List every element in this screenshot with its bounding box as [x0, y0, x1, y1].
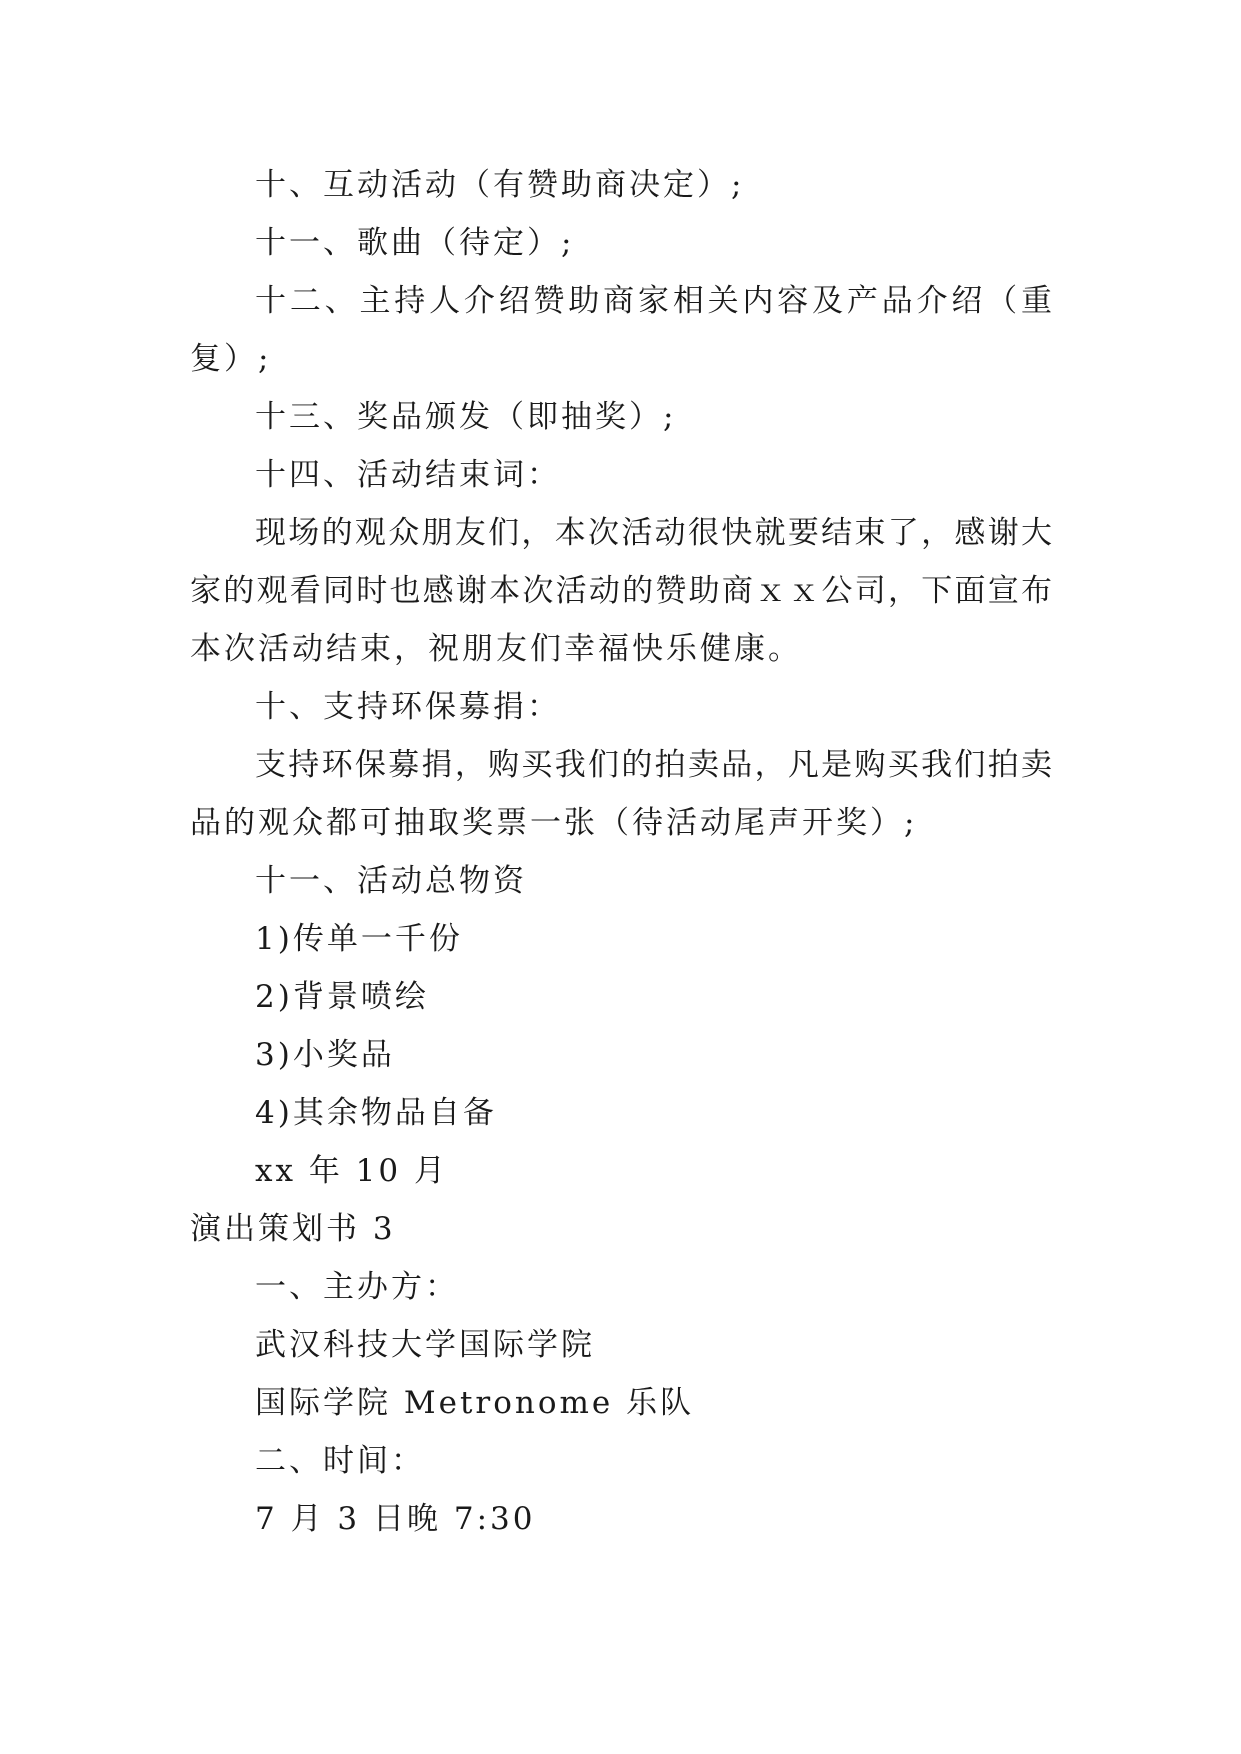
section-title: 演出策划书 3: [190, 1211, 396, 1247]
item-11-supplies-heading: 十一、活动总物资: [255, 863, 527, 899]
item-12-host-line2: 复）;: [190, 341, 272, 377]
supplies-item-3: 3)小奖品: [255, 1037, 395, 1073]
supplies-item-2: 2)背景喷绘: [255, 979, 429, 1015]
supplies-item-4: 4)其余物品自备: [255, 1095, 497, 1131]
donation-paragraph-line1: 支持环保募捐，购买我们的拍卖品，凡是购买我们拍卖: [255, 747, 1052, 783]
organizer-2: 国际学院 Metronome 乐队: [255, 1385, 695, 1421]
supplies-item-1: 1)传单一千份: [255, 921, 463, 957]
item-12-host-line1: 十二、主持人介绍赞助商家相关内容及产品介绍（重: [255, 283, 1052, 319]
item-11-song: 十一、歌曲（待定）;: [255, 225, 575, 261]
organizer-1: 武汉科技大学国际学院: [255, 1327, 595, 1363]
closing-paragraph-line2: 家的观看同时也感谢本次活动的赞助商ｘｘ公司，下面宣布: [190, 573, 1052, 609]
closing-paragraph-line1: 现场的观众朋友们，本次活动很快就要结束了，感谢大: [255, 515, 1052, 551]
date-line: xx 年 10 月: [255, 1153, 448, 1189]
organizer-heading: 一、主办方：: [255, 1269, 459, 1305]
item-13-prizes: 十三、奖品颁发（即抽奖）;: [255, 399, 677, 435]
time-value: 7 月 3 日晚 7:30: [255, 1501, 536, 1537]
time-heading: 二、时间：: [255, 1443, 425, 1479]
item-10-donation-heading: 十、支持环保募捐：: [255, 689, 561, 725]
item-14-closing-heading: 十四、活动结束词：: [255, 457, 561, 493]
donation-paragraph-line2: 品的观众都可抽取奖票一张（待活动尾声开奖）;: [190, 805, 918, 841]
closing-paragraph-line3: 本次活动结束，祝朋友们幸福快乐健康。: [190, 631, 802, 667]
item-10-interactive: 十、互动活动（有赞助商决定）;: [255, 167, 745, 203]
